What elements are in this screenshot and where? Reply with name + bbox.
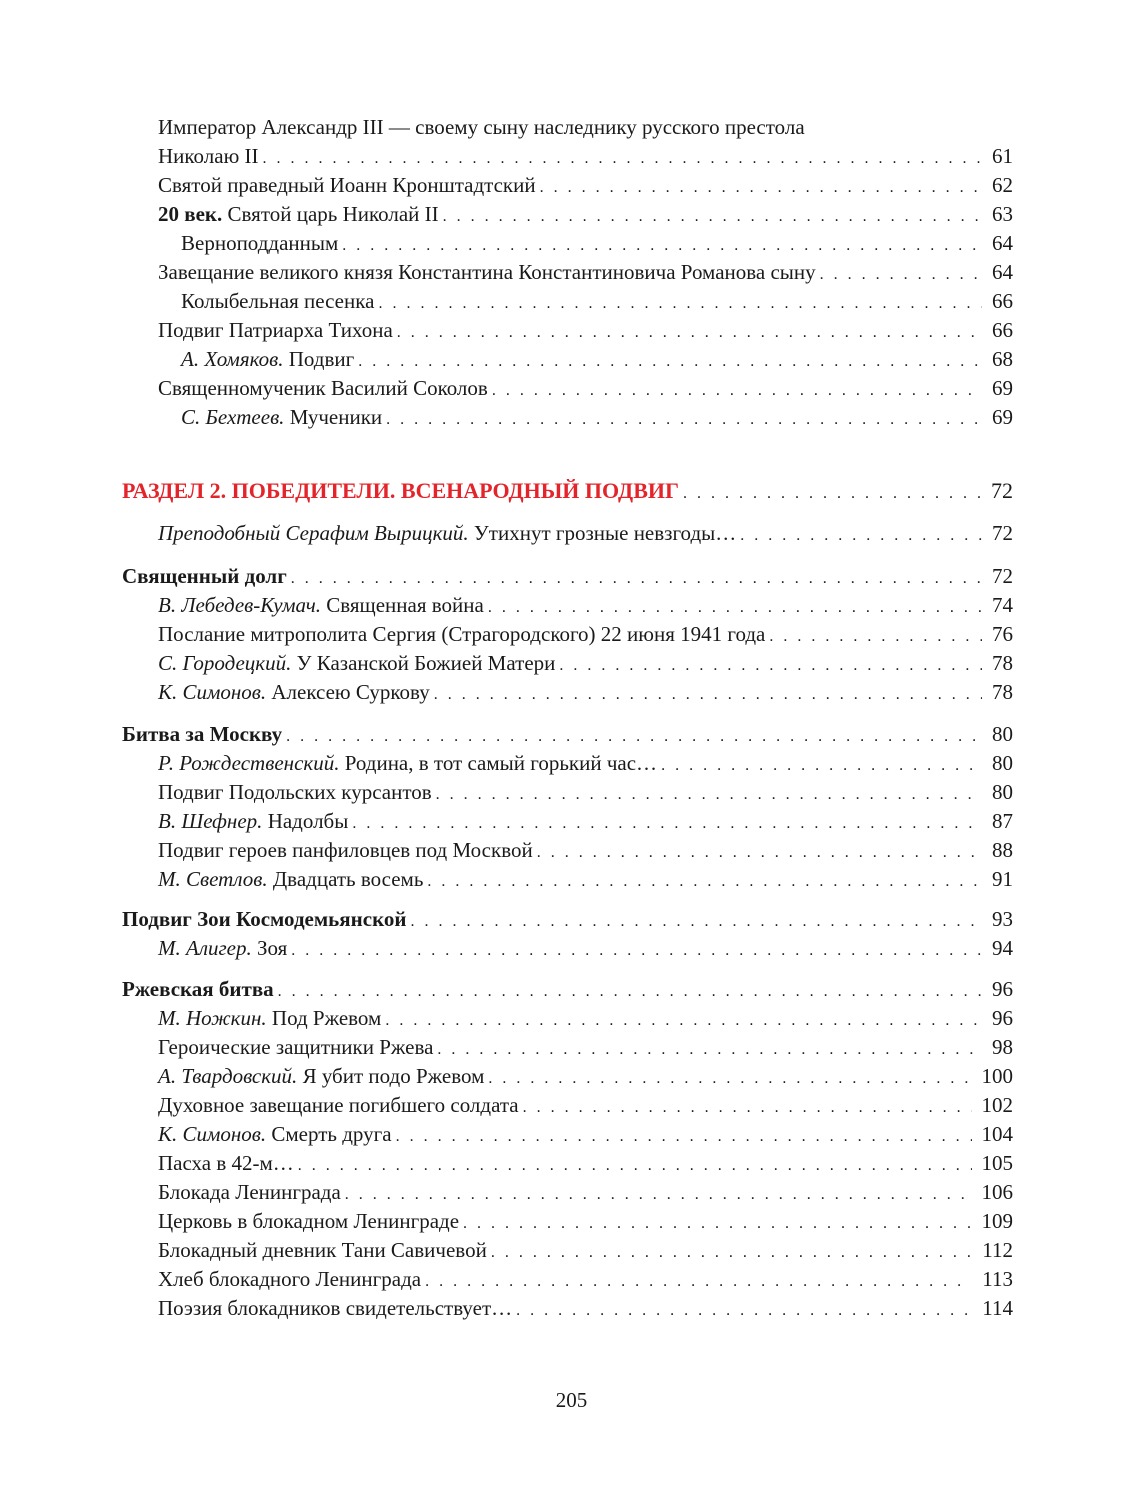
toc-entry-author: М. Светлов.	[158, 867, 268, 891]
toc-page-number: 106	[981, 1180, 1013, 1204]
toc-entry-title	[181, 286, 374, 316]
toc-entry-text: Под Ржевом	[266, 1006, 382, 1030]
toc-entry	[158, 648, 1013, 678]
toc-entry-author: С. Городецкий.	[158, 651, 292, 675]
toc-entry-text: Блокадный дневник Тани Савичевой	[158, 1238, 487, 1262]
toc-entry-title	[158, 257, 816, 287]
toc-entry-text: Мученики	[284, 405, 383, 429]
toc-entry-author: В. Шефнер.	[158, 809, 263, 833]
toc-entry	[158, 1061, 1013, 1091]
toc-entry-text: Священномученик Василий Соколов	[158, 376, 488, 400]
dot-leader	[386, 405, 982, 435]
toc-entry-text: Поэзия блокадников свидетельствует…	[158, 1296, 513, 1320]
toc-entry-author: Р. Рождественский.	[158, 751, 340, 775]
toc-entry	[158, 619, 1013, 649]
toc-entry-text: Император Александр III — своему сыну наследнику русского престола	[158, 115, 805, 139]
toc-entry-text: Битва за Москву	[122, 722, 283, 746]
toc-entry-title	[158, 748, 657, 778]
toc-entry	[158, 590, 1013, 620]
toc-entry-text: Я убит подо Ржевом	[297, 1064, 485, 1088]
toc-entry	[158, 1264, 1013, 1294]
toc-page-number: 114	[982, 1296, 1013, 1320]
toc-entry-text: Ржевская битва	[122, 977, 274, 1001]
toc-entry-title	[158, 1090, 519, 1120]
toc-page-number: 72	[992, 564, 1013, 588]
toc-page-number: 96	[992, 977, 1013, 1001]
toc-entry-text: Духовное завещание погибшего солдата	[158, 1093, 519, 1117]
toc-page-number: 66	[992, 318, 1013, 342]
toc-entry-text: Блокада Ленинграда	[158, 1180, 341, 1204]
toc-entry	[158, 315, 1013, 345]
toc-page-number: 87	[992, 809, 1013, 833]
toc-entry	[158, 1235, 1013, 1265]
toc-entry-text: Священная война	[321, 593, 484, 617]
toc-entry-text: Подвиг Патриарха Тихона	[158, 318, 393, 342]
toc-entry-title	[158, 835, 533, 865]
toc-entry-title	[158, 933, 287, 963]
toc-entry	[158, 1293, 1013, 1323]
dot-leader	[434, 680, 982, 710]
toc-entry-text: Священный долг	[122, 564, 287, 588]
toc-page-number: 109	[981, 1209, 1013, 1233]
toc-page-number: 105	[981, 1151, 1013, 1175]
toc-entry	[158, 1032, 1013, 1062]
toc-entry-author: К. Симонов.	[158, 680, 267, 704]
toc-entry-title	[181, 228, 338, 258]
toc-entry-title	[181, 402, 382, 432]
toc-page-number: 74	[992, 593, 1013, 617]
toc-entry-title	[158, 1148, 294, 1178]
toc-entry-title	[158, 677, 430, 707]
toc-entry	[181, 344, 1013, 374]
toc-entry-title	[158, 199, 439, 229]
toc-entry-title	[158, 1235, 487, 1265]
toc-entry-text: Подвиг героев панфиловцев под Москвой	[158, 838, 533, 862]
toc-entry-title	[122, 904, 407, 934]
toc-section-heading	[122, 476, 1013, 506]
dot-leader	[427, 867, 982, 897]
toc-page-number: 104	[981, 1122, 1013, 1146]
toc-entry-text: Николаю II	[158, 144, 259, 168]
toc-entry	[158, 835, 1013, 865]
toc-entry-author: М. Ножкин.	[158, 1006, 267, 1030]
toc-entry-title	[158, 1061, 484, 1091]
toc-entry-title	[158, 1177, 341, 1207]
toc-page-number: 96	[992, 1006, 1013, 1030]
toc-entry	[158, 1148, 1013, 1178]
toc-entry-title	[158, 648, 555, 678]
toc-chapter-heading	[122, 561, 1013, 591]
toc-entry-author: А. Хомяков.	[181, 347, 284, 371]
toc-entry-title	[158, 1293, 512, 1323]
toc-entry	[158, 1119, 1013, 1149]
toc-entry-title	[158, 1032, 433, 1062]
toc-entry-title	[122, 561, 287, 591]
toc-entry-title	[158, 373, 488, 403]
toc-entry-text: У Казанской Божией Матери	[291, 651, 556, 675]
toc-entry	[158, 141, 1013, 171]
toc-entry-title	[158, 1119, 392, 1149]
toc-page-number: 61	[992, 144, 1013, 168]
toc-entry-title	[158, 115, 805, 139]
toc-entry-text: Надолбы	[262, 809, 349, 833]
toc-entry-text: Утихнут грозные невзгоды…	[468, 521, 737, 545]
toc-entry	[158, 170, 1013, 200]
toc-entry-title	[122, 974, 274, 1004]
toc-entry-text: Героические защитники Ржева	[158, 1035, 434, 1059]
toc-entry-text: РАЗДЕЛ 2. ПОБЕДИТЕЛИ. ВСЕНАРОДНЫЙ ПОДВИГ	[122, 478, 679, 503]
toc-entry-text: Послание митрополита Сергия (Страгородского) 22 июня 1941 года	[158, 622, 766, 646]
toc-entry-title	[181, 344, 354, 374]
toc-page-number: 80	[992, 751, 1013, 775]
toc-entry-text: Святой царь Николай II	[222, 202, 439, 226]
toc-page-number: 112	[982, 1238, 1013, 1262]
toc-entry-text: Подвиг Зои Космодемьянской	[122, 907, 407, 931]
toc-entry-title	[158, 1003, 381, 1033]
toc-entry-title	[122, 476, 679, 506]
toc-page-number: 80	[992, 722, 1013, 746]
toc-page-number: 78	[992, 680, 1013, 704]
toc-entry	[158, 373, 1013, 403]
dot-leader	[516, 1296, 972, 1326]
toc-entry-text: Смерть друга	[266, 1122, 392, 1146]
toc-entry-text: Подвиг	[283, 347, 355, 371]
toc-entry	[158, 1177, 1013, 1207]
toc-entry-title	[158, 864, 423, 894]
toc-entry-text: Колыбельная песенка	[181, 289, 375, 313]
toc-page-number: 91	[992, 867, 1013, 891]
toc-page-number: 94	[992, 936, 1013, 960]
toc-entry-title	[158, 170, 536, 200]
toc-entry	[158, 199, 1013, 229]
toc-entry-text: Святой праведный Иоанн Кронштадтский	[158, 173, 536, 197]
toc-entry	[158, 933, 1013, 963]
page-number: 205	[555, 1388, 588, 1412]
toc-entry	[158, 257, 1013, 287]
toc-entry-author: Преподобный Серафим Вырицкий.	[158, 521, 469, 545]
toc-page-number: 88	[992, 838, 1013, 862]
toc-entry	[158, 112, 1013, 142]
toc-entry-title	[158, 806, 348, 836]
toc-entry-title	[158, 518, 736, 548]
toc-page-number: 102	[981, 1093, 1013, 1117]
toc-entry-title	[158, 141, 259, 171]
toc-chapter-heading	[122, 904, 1013, 934]
toc-entry-text: Зоя	[251, 936, 288, 960]
toc-entry	[158, 1090, 1013, 1120]
toc-entry-title	[158, 619, 765, 649]
toc-page-number: 98	[992, 1035, 1013, 1059]
toc-entry	[158, 677, 1013, 707]
dot-leader	[740, 521, 982, 551]
toc-entry	[158, 806, 1013, 836]
toc-entry	[181, 228, 1013, 258]
toc-entry	[158, 1003, 1013, 1033]
toc-entry	[158, 748, 1013, 778]
toc-entry-author: К. Симонов.	[158, 1122, 267, 1146]
toc-entry-text: Завещание великого князя Константина Константиновича Романова сыну	[158, 260, 816, 284]
toc-entry-author: А. Твардовский.	[158, 1064, 298, 1088]
dot-leader	[291, 936, 982, 966]
toc-page-number: 93	[992, 907, 1013, 931]
toc-chapter-heading	[122, 974, 1013, 1004]
toc-entry-title	[158, 590, 484, 620]
toc-page-number: 68	[992, 347, 1013, 371]
toc-entry-bold-prefix: 20 век.	[158, 202, 223, 226]
toc-chapter-heading	[122, 719, 1013, 749]
toc-entry-text: Подвиг Подольских курсантов	[158, 780, 432, 804]
toc-page-number: 64	[992, 231, 1013, 255]
toc-entry	[158, 518, 1013, 548]
toc-page-number: 69	[992, 405, 1013, 429]
toc-page-number: 80	[992, 780, 1013, 804]
toc-entry	[181, 286, 1013, 316]
toc-entry-author: С. Бехтеев.	[181, 405, 285, 429]
toc-entry-title	[158, 777, 432, 807]
toc-page-number: 72	[992, 521, 1013, 545]
toc-entry-text: Двадцать восемь	[267, 867, 424, 891]
toc-entry	[158, 1206, 1013, 1236]
toc-page-number: 69	[992, 376, 1013, 400]
toc-page-number: 76	[992, 622, 1013, 646]
toc-entry-text: Алексею Суркову	[266, 680, 430, 704]
toc-entry-title	[158, 1206, 459, 1236]
toc-entry-title	[158, 315, 393, 345]
toc-entry-text: Верноподданным	[181, 231, 339, 255]
toc-entry-author: В. Лебедев-Кумач.	[158, 593, 321, 617]
dot-leader	[683, 479, 981, 509]
toc-entry-author: М. Алигер.	[158, 936, 252, 960]
toc-entry	[158, 864, 1013, 894]
toc-page-number: 62	[992, 173, 1013, 197]
toc-entry-text: Родина, в тот самый горький час…	[339, 751, 658, 775]
toc-page-number: 72	[991, 478, 1013, 503]
toc-page-number: 63	[992, 202, 1013, 226]
toc-entry-title	[158, 1264, 421, 1294]
toc-entry-text: Церковь в блокадном Ленинграде	[158, 1209, 460, 1233]
toc-entry-text: Хлеб блокадного Ленинграда	[158, 1267, 422, 1291]
toc-entry	[158, 777, 1013, 807]
toc-page-number: 113	[982, 1267, 1013, 1291]
toc-page-number: 66	[992, 289, 1013, 313]
toc-entry	[181, 402, 1013, 432]
toc-page-number: 78	[992, 651, 1013, 675]
toc-entry-text: Пасха в 42-м…	[158, 1151, 294, 1175]
toc-page-number: 64	[992, 260, 1013, 284]
toc-page-number: 100	[981, 1064, 1013, 1088]
toc-entry-title	[122, 719, 282, 749]
